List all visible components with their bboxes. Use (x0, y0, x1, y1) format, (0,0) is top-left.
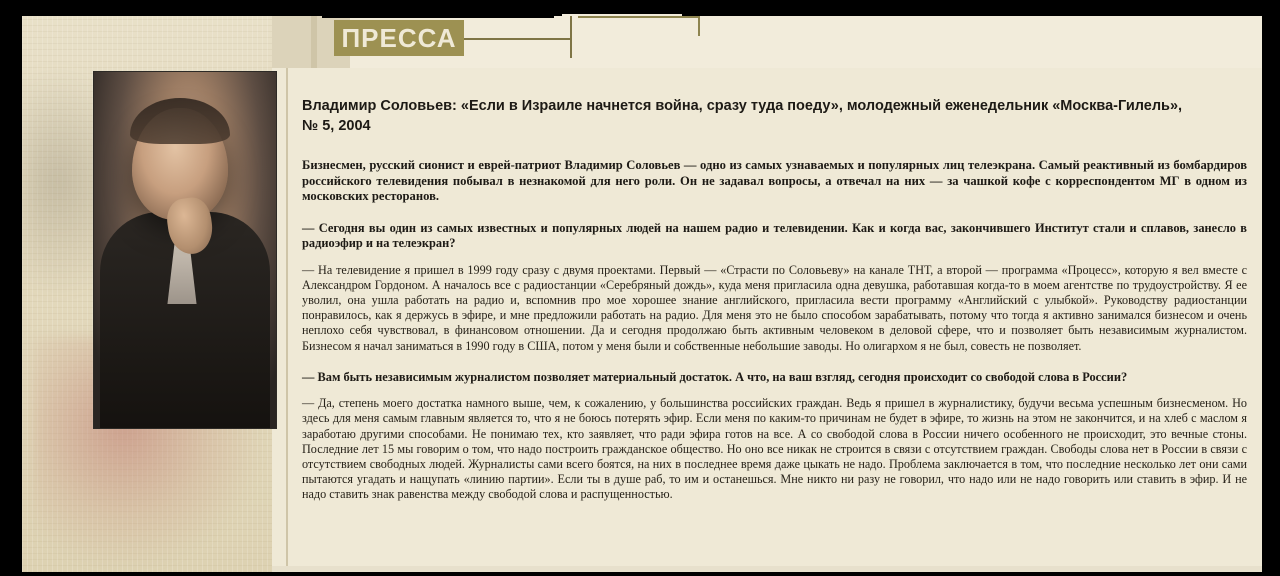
capture-artifact-bar (562, 6, 682, 14)
portrait-photo (94, 72, 276, 428)
masthead-title: ПРЕССА (334, 20, 464, 56)
frame-right-bar (1262, 0, 1280, 576)
masthead-tick-primary (570, 16, 572, 58)
masthead-rule-secondary (578, 16, 698, 18)
article-body (294, 72, 1254, 568)
masthead-tick-secondary (698, 16, 700, 36)
magazine-page (22, 6, 1262, 572)
column-divider-rule (286, 68, 288, 572)
interview-question: — Вам быть независимым журналистом позволяет материальный достаток. А что, на ваш взгляд, сегодня происходит со свободой слова в России? (302, 369, 1128, 384)
frame-left-bar (0, 0, 22, 576)
capture-artifact-bar (22, 6, 322, 16)
interview-question: — Сегодня вы один из самых известных и популярных людей на нашем радио и телевидении. Как и когда вас, закончившего Институт стали и сплавов, занесло в радиоэфир и на телеэкран? (302, 220, 1247, 251)
frame-bottom-bar (0, 572, 1280, 576)
article-title: Владимир Соловьев: «Если в Израиле начнется война, сразу туда поеду», молодежный еженедельник «Москва-Гилель», № 5, 2004 (302, 98, 1183, 134)
interview-answer: — На телевидение я пришел в 1999 году сразу с двумя проектами. Первый — «Страсти по Соловьеву» на канале ТНТ, а второй — программа «Процесс», которую я вел вместе с Александром Гордоном. А началось все с радиостанции «Серебряный дождь», куда меня пригласила одна девушка, работавшая когда-то в моем агентстве по трудоустройству. Я ее уволил, она ушла работать на радио и, вспомнив про мое хорошее знание английского, пригласила вести программу «Английский с улыбкой». Руководству радиостанции понравилось, как я держусь в эфире, и мне предложили работать на радио. Для меня это не было способом зарабатывать, потому что тогда я активно занимался бизнесом и очень неплохо себя чувствовал, в финансовом отношении. Да и сегодня продолжаю быть активным человеком в деловой сфере, что и позволяет быть независимым журналистом. Бизнесом я начал заниматься в 1990 году в США, потом у меня были и собственные небольшие заводы. Но олигархом я не был, совесть не позволяет. (302, 262, 1247, 353)
frame-top-bar (0, 0, 1280, 6)
interview-answer: — Да, степень моего достатка намного выше, чем, к сожалению, у большинства российских граждан. Ведь я пришел в журналистику, будучи весьма успешным бизнесменом. Но здесь для меня самым главным является то, что я не боюсь потерять эфир. Если меня по каким-то причинам не будет в эфире, то жизнь на этом не закончится, и на хлеб с маслом я заработаю другими способами. Не понимаю тех, кто заявляет, что ради эфира готов на все. А со свободой слова в России ничего особенного не происходит, это вечные стоны. Последние лет 15 мы говорим о том, что надо построить гражданское общество. Но оно все никак не строится в связи с отсутствием граждан. Свободы слова нет в России в связи с отсутствием свободных людей. Журналисты сами всего боятся, на них в последнее время даже цыкать не надо. Проблема заключается в том, что последние несколько лет они сами пытаются угадать и нащупать «линию партии». Если ты в душе раб, то им и останешься. Мне никто ни разу не говорил, что надо или не надо говорить или ставить в эфир. И не надо ставить знак равенства между свободой слова и распущенностью. (302, 396, 1247, 502)
masthead-rule-primary (464, 38, 572, 40)
article-lead-paragraph: Бизнесмен, русский сионист и еврей-патриот Владимир Соловьев — одно из самых узнаваемых и популярных лиц телеэкрана. Самый реактивный из бомбардиров российского телевидения побывал в незнакомой для него роли. Он не задавал вопросы, а отвечал на них — за чашкой кофе с корреспондентом МГ в одном из московских ресторанов. (302, 158, 1247, 204)
capture-artifact-bar (554, 6, 562, 16)
